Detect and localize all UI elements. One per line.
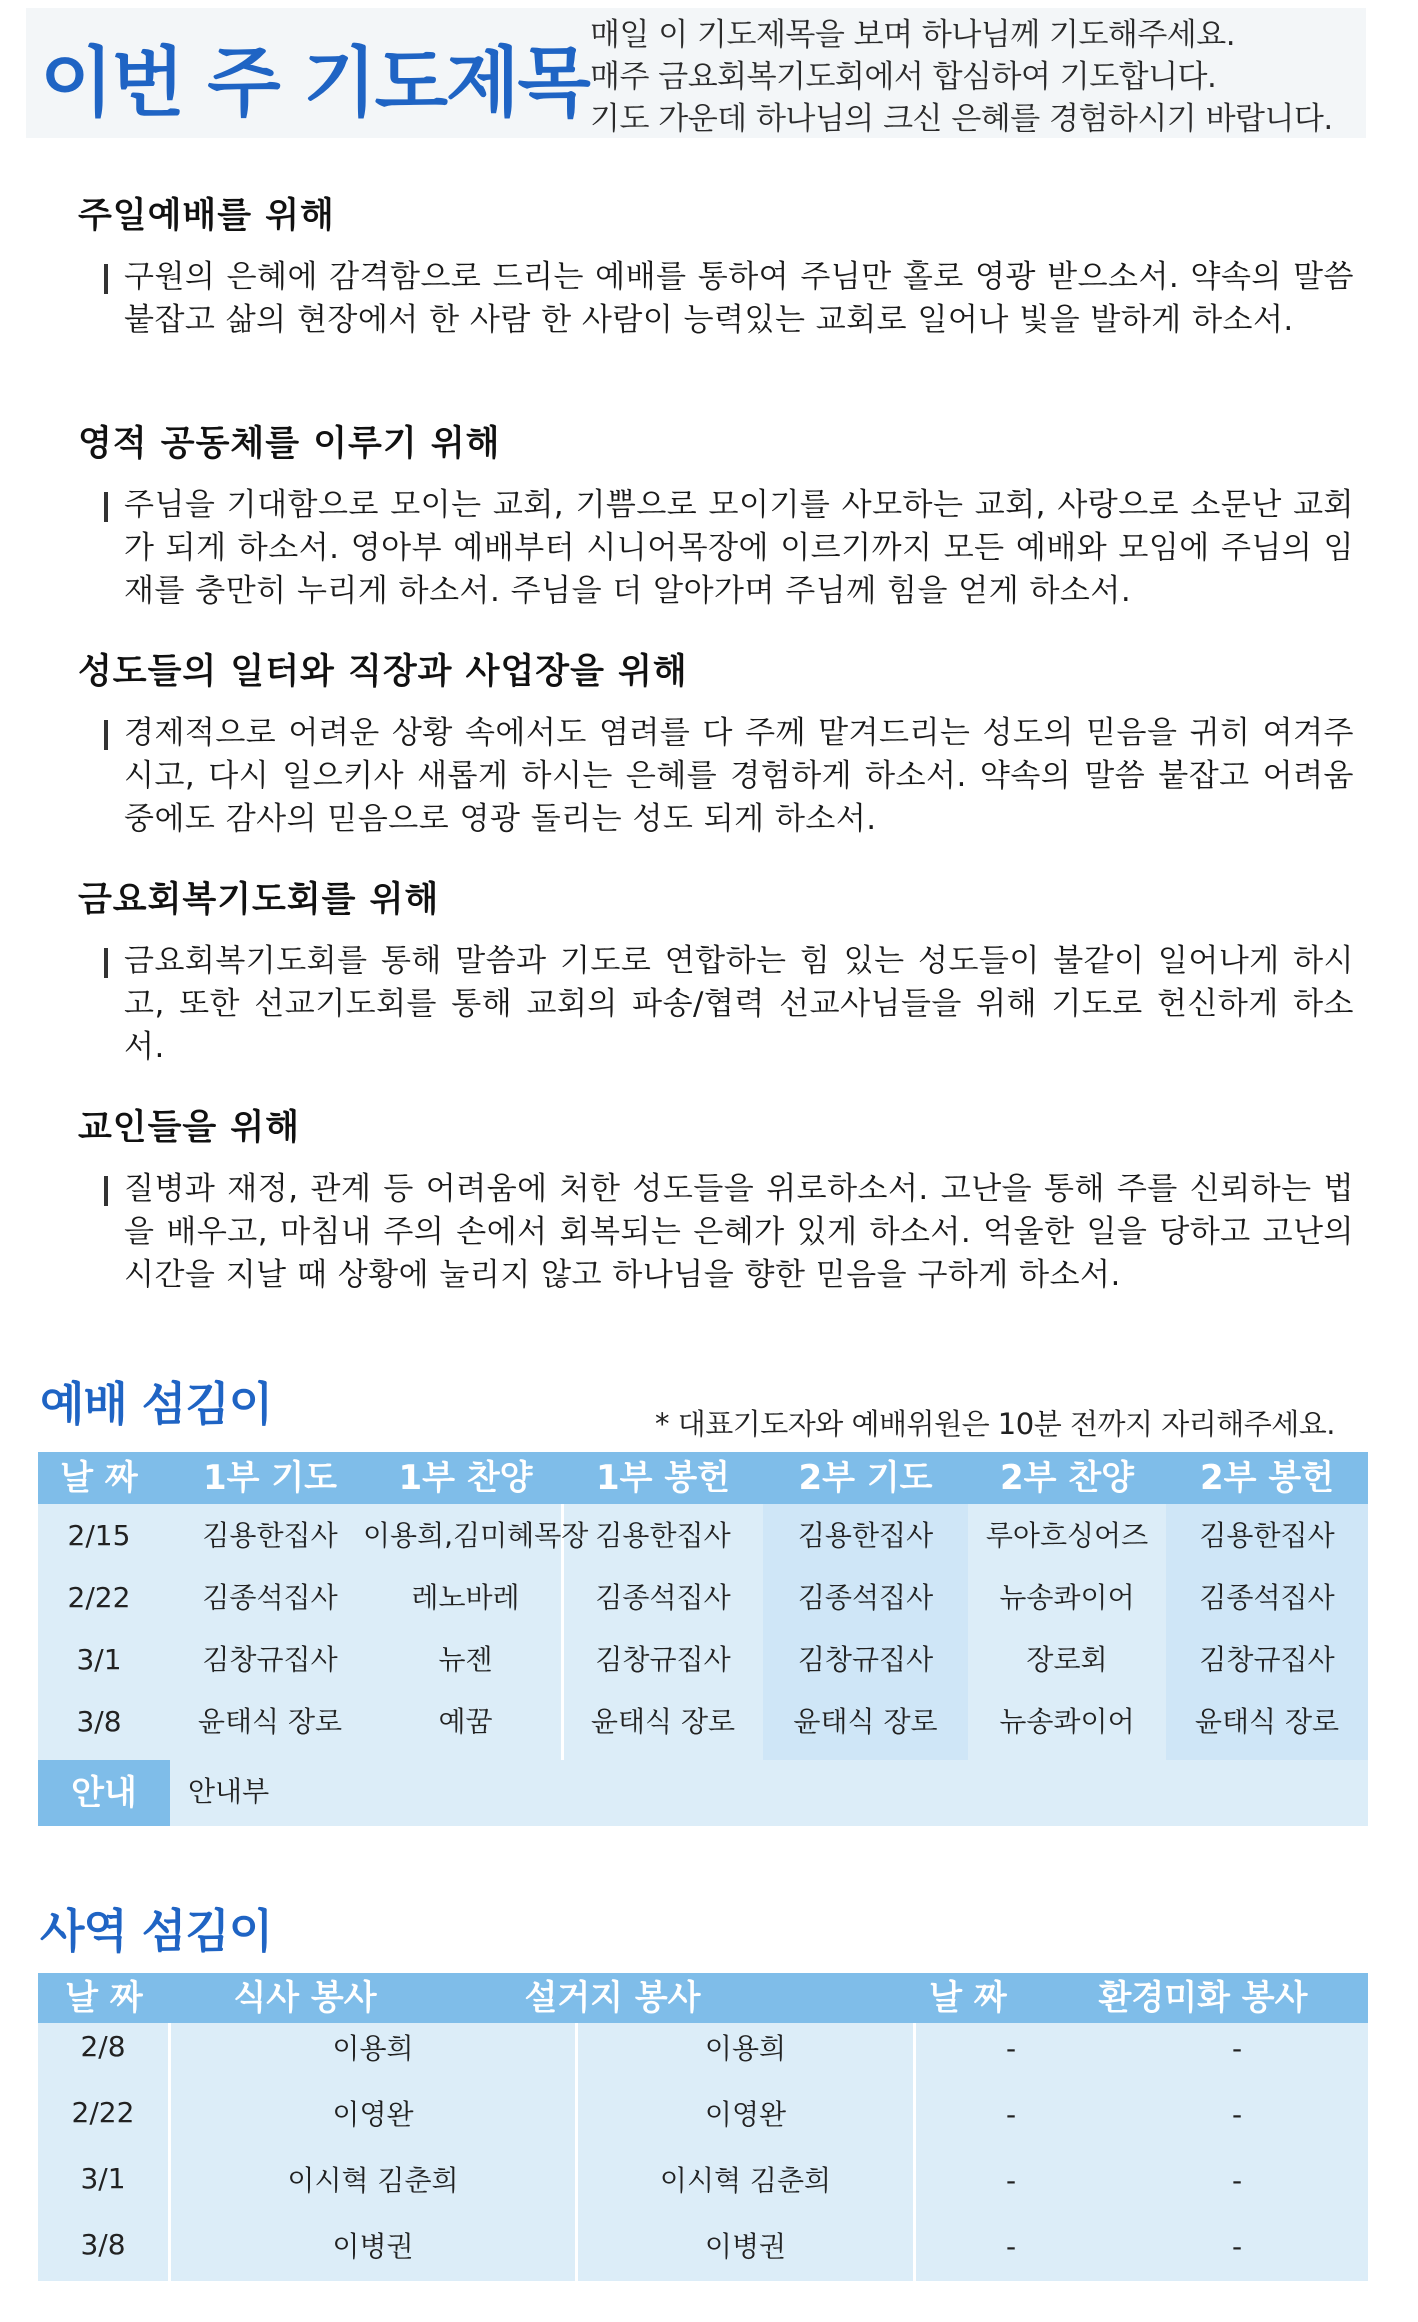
table-cell: 이용희 — [704, 2032, 787, 2065]
table-cell: 김종석집사 — [1199, 1581, 1335, 1614]
header-service2-praise: 2부 찬양 — [999, 1458, 1135, 1498]
prayer-text: 주님을 기대함으로 모이는 교회, 기쁨으로 모이기를 사모하는 교회, 사랑으로 소문난 교회가 되게 하소서. 영아부 예배부터 시니어목장에 이르기까지 모든 예배와 모임에 주님의 임재를 충만히 누리게 하소서. 주님을 더 알아가며 주님께 힘을 얻게 하소서. — [124, 487, 1354, 609]
cell-date: 3/8 — [76, 1705, 122, 1738]
worship-table — [38, 1452, 1368, 1826]
prayer-title: 교인들을 위해 — [78, 1108, 301, 1148]
header-service1-praise: 1부 찬양 — [398, 1458, 533, 1498]
table-cell: 김창규집사 — [797, 1643, 934, 1676]
table-cell: - — [1231, 2164, 1243, 2197]
bullet-bar — [104, 1176, 108, 1206]
prayer-section-workplace — [78, 644, 1358, 841]
guide-value: 안내부 — [188, 1775, 270, 1808]
table-cell: 김종석집사 — [202, 1581, 338, 1614]
bullet-bar — [104, 264, 108, 294]
prayer-text: 금요회복기도회를 통해 말씀과 기도로 연합하는 힘 있는 성도들이 불같이 일어나게 하시고, 또한 선교기도회를 통해 교회의 파송/협력 선교사님들을 위해 기도로 헌신하게 하소서. — [124, 943, 1354, 1065]
table-cell: 윤태식 장로 — [793, 1705, 938, 1738]
worship-section-title: 예배 섬김이 — [40, 1377, 273, 1431]
table-cell: 이병권 — [332, 2230, 414, 2263]
cell-date: 3/1 — [76, 1643, 122, 1676]
prayer-title: 성도들의 일터와 직장과 사업장을 위해 — [78, 652, 688, 692]
table-cell: 이시혁 김춘희 — [659, 2164, 832, 2197]
prayer-text: 경제적으로 어려운 상황 속에서도 염려를 다 주께 맡겨드리는 성도의 믿음을 귀히 여겨주시고, 다시 일으키사 새롭게 하시는 은혜를 경험하게 하소서. 약속의 말씀 붙잡고 어려움 중에도 감사의 믿음으로 영광 돌리는 성도 되게 하소서. — [124, 715, 1354, 837]
prayer-body — [104, 484, 1354, 613]
guide-label: 안내 — [38, 1760, 170, 1826]
prayer-text: 구원의 은혜에 감격함으로 드리는 예배를 통하여 주님만 홀로 영광 받으소서. 약속의 말씀 붙잡고 삶의 현장에서 한 사람 한 사람이 능력있는 교회로 일어나 빛을 발하게 하소서. — [124, 259, 1354, 338]
prayer-title: 금요회복기도회를 위해 — [78, 880, 440, 920]
table-cell: 김용한집사 — [1199, 1519, 1335, 1552]
header-service2-prayer: 2부 기도 — [798, 1458, 933, 1498]
prayer-section-members — [78, 1100, 1358, 1297]
table-cell: 예꿈 — [438, 1705, 493, 1738]
table-cell: 루아흐싱어즈 — [985, 1519, 1149, 1552]
table-cell: - — [1005, 2032, 1017, 2065]
intro-line: 매일 이 기도제목을 보며 하나님께 기도해주세요. — [590, 17, 1236, 53]
prayer-section-community — [78, 416, 1358, 613]
prayer-body — [104, 1168, 1354, 1297]
table-cell: 김창규집사 — [595, 1643, 731, 1676]
table-cell: 이영완 — [332, 2098, 414, 2131]
table-cell: 뉴송콰이어 — [999, 1581, 1135, 1614]
table-cell: 김종석집사 — [797, 1581, 934, 1614]
prayer-title: 영적 공동체를 이루기 위해 — [78, 424, 501, 464]
intro-line: 기도 가운데 하나님의 크신 은혜를 경험하시기 바랍니다. — [590, 101, 1333, 137]
table-cell: 김용한집사 — [797, 1519, 934, 1552]
intro-text — [590, 14, 1333, 140]
service-table — [38, 1973, 1368, 2281]
cell-date: 2/15 — [67, 1519, 131, 1552]
table-cell: 윤태식 장로 — [197, 1705, 343, 1738]
header-date: 날 짜 — [65, 1978, 143, 2018]
table-cell: - — [1005, 2230, 1017, 2263]
header-meal-service: 식사 봉사 — [233, 1978, 377, 2018]
bullet-bar — [104, 720, 108, 750]
prayer-body — [104, 712, 1354, 841]
intro-line: 매주 금요회복기도회에서 합심하여 기도합니다. — [590, 59, 1217, 95]
table-cell: - — [1231, 2032, 1243, 2065]
prayer-title: 주일예배를 위해 — [78, 196, 335, 236]
bullet-bar — [104, 948, 108, 978]
table-cell: 이시혁 김춘희 — [287, 2164, 459, 2197]
header-dish-service: 설거지 봉사 — [524, 1978, 701, 2018]
header-service2-offering: 2부 봉헌 — [1199, 1458, 1335, 1498]
prayer-body — [104, 256, 1354, 342]
table-cell: 김창규집사 — [1199, 1643, 1335, 1676]
bullet-bar — [104, 492, 108, 522]
table-cell: 이용희 — [332, 2032, 414, 2065]
table-cell: 김창규집사 — [202, 1643, 338, 1676]
table-cell: - — [1005, 2098, 1017, 2131]
table-cell: 김용한집사 — [595, 1519, 731, 1552]
table-cell: 장로회 — [1026, 1643, 1108, 1676]
header-service1-prayer: 1부 기도 — [202, 1458, 338, 1498]
table-cell: 김용한집사 — [202, 1519, 338, 1552]
table-cell: 뉴송콰이어 — [999, 1705, 1135, 1738]
cell-date: 3/8 — [80, 2228, 126, 2261]
header-date-2: 날 짜 — [929, 1978, 1007, 2018]
table-cell: - — [1231, 2098, 1243, 2131]
table-cell: 윤태식 장로 — [590, 1705, 736, 1738]
prayer-section-friday-prayer — [78, 872, 1358, 1069]
header-date: 날 짜 — [60, 1458, 138, 1498]
page-title: 이번 주 기도제목 — [40, 38, 589, 127]
cell-date: 2/22 — [71, 2096, 135, 2129]
table-cell: 윤태식 장로 — [1194, 1705, 1340, 1738]
table-cell: 뉴젠 — [438, 1643, 493, 1676]
cell-date: 2/8 — [80, 2030, 126, 2063]
worship-note: * 대표기도자와 예배위원은 10분 전까지 자리해주세요. — [655, 1407, 1336, 1441]
service-section-title: 사역 섬김이 — [40, 1904, 273, 1958]
header-service1-offering: 1부 봉헌 — [595, 1458, 731, 1498]
table-cell: 이영완 — [704, 2098, 787, 2131]
table-cell: - — [1005, 2164, 1017, 2197]
table-cell: 이병권 — [704, 2230, 787, 2263]
header-cleaning-service: 환경미화 봉사 — [1098, 1978, 1308, 2018]
prayer-section-sunday-worship — [78, 188, 1358, 342]
header — [0, 0, 1418, 150]
prayer-text: 질병과 재정, 관계 등 어려움에 처한 성도들을 위로하소서. 고난을 통해 주를 신뢰하는 법을 배우고, 마침내 주의 손에서 회복되는 은혜가 있게 하소서. 억울한 일을 당하고 고난의 시간을 지날 때 상황에 눌리지 않고 하나님을 향한 믿음을 구하게 하소서. — [124, 1171, 1354, 1293]
table-cell: 김종석집사 — [595, 1581, 731, 1614]
table-cell: - — [1231, 2230, 1243, 2263]
cell-date: 2/22 — [67, 1581, 131, 1614]
table-cell: 이용희,김미혜목장 — [363, 1519, 589, 1552]
cell-date: 3/1 — [80, 2162, 126, 2195]
table-cell: 레노바레 — [411, 1581, 520, 1614]
prayer-body — [104, 940, 1354, 1069]
